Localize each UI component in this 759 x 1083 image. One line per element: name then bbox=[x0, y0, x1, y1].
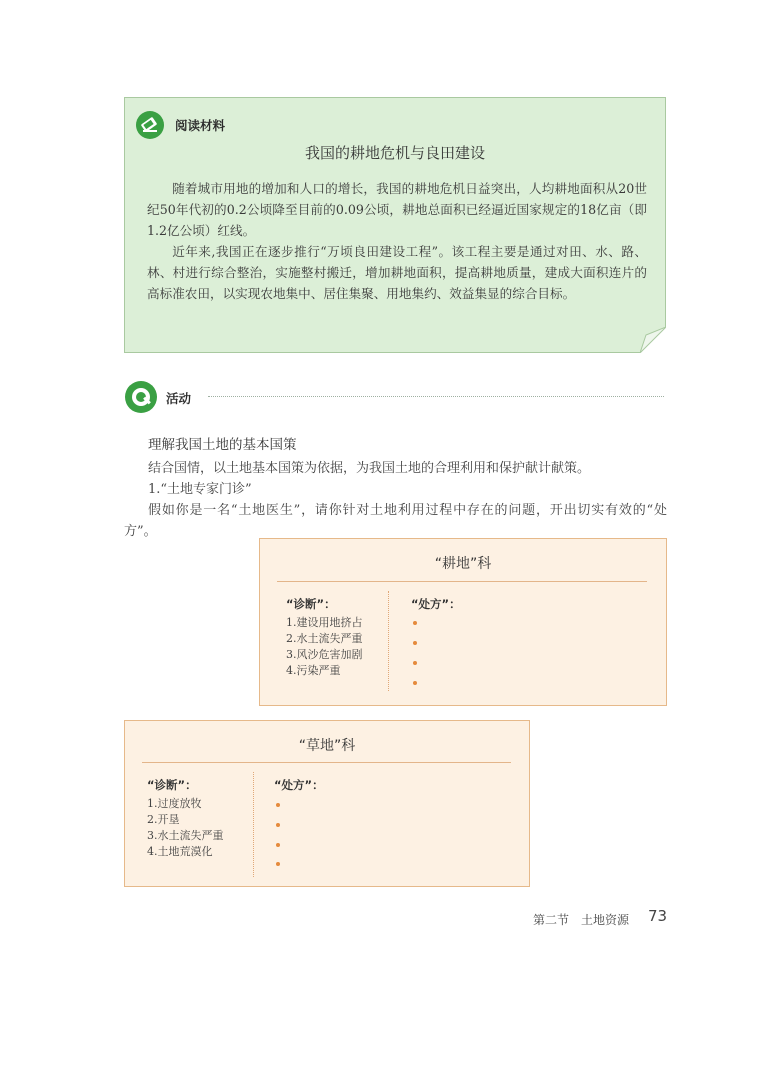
activity-item-1-title: 1.“土地专家门诊” bbox=[148, 482, 252, 497]
pencil-note-icon bbox=[135, 110, 165, 140]
reading-paragraph-2: 近年来,我国正在逐步推行“万顷良田建设工程”。该工程主要是通过对田、水、路、林、村进行综合整治，实施整村搬迁，增加耕地面积，提高耕地质量，建成大面积连片的高标准农田，以实现农地集中、居住集聚、用地集约、效益集显的综合目标。 bbox=[147, 244, 647, 301]
grassland-diagnosis-item: 2.开垦 bbox=[147, 813, 180, 826]
activity-label: 活动 bbox=[166, 391, 192, 406]
activity-divider bbox=[208, 396, 664, 397]
prescription-bullet bbox=[276, 843, 280, 847]
activity-icon bbox=[124, 380, 158, 414]
farmland-clinic-title: “耕地”科 bbox=[434, 556, 492, 572]
reading-paragraph-1: 随着城市用地的增加和人口的增长，我国的耕地危机日益突出，人均耕地面积从20世纪50年代初的0.2公顷降至目前的0.09公顷，耕地总面积已经逼近国家规定的18亿亩（即1.2亿公顷）红线。 bbox=[147, 181, 647, 238]
page-fold-corner bbox=[640, 327, 666, 353]
farmland-diagnosis-item: 1.建设用地挤占 bbox=[286, 616, 363, 629]
activity-item-1-text: 假如你是一名“土地医生”，请你针对土地利用过程中存在的问题，开出切实有效的“处方”。 bbox=[124, 503, 667, 539]
farmland-column-divider bbox=[388, 591, 389, 691]
farmland-diagnosis-item: 3.风沙危害加剧 bbox=[286, 648, 363, 661]
prescription-bullet bbox=[276, 862, 280, 866]
grassland-clinic-box bbox=[124, 720, 530, 887]
farmland-prescription-label: “处方”： bbox=[411, 597, 461, 611]
farmland-title-rule bbox=[277, 581, 647, 582]
prescription-bullet bbox=[413, 641, 417, 645]
prescription-bullet bbox=[413, 681, 417, 685]
grassland-clinic-title: “草地”科 bbox=[298, 738, 356, 754]
grassland-title-rule bbox=[142, 762, 511, 763]
farmland-diagnosis-item: 2.水土流失严重 bbox=[286, 632, 363, 645]
farmland-diagnosis-label: “诊断”： bbox=[286, 597, 336, 611]
farmland-clinic-box bbox=[259, 538, 667, 706]
reading-title: 我国的耕地危机与良田建设 bbox=[304, 144, 485, 162]
footer-section-title: 第二节 土地资源 bbox=[533, 913, 630, 927]
prescription-bullet bbox=[276, 823, 280, 827]
activity-subtitle: 理解我国土地的基本国策 bbox=[148, 437, 297, 453]
activity-intro: 结合国情，以土地基本国策为依据，为我国土地的合理利用和保护献计献策。 bbox=[148, 461, 591, 476]
grassland-diagnosis-item: 3.水土流失严重 bbox=[147, 829, 224, 842]
farmland-diagnosis-item: 4.污染严重 bbox=[286, 664, 341, 677]
grassland-prescription-label: “处方”： bbox=[274, 778, 324, 792]
prescription-bullet bbox=[276, 803, 280, 807]
page-number: 73 bbox=[648, 907, 668, 925]
grassland-diagnosis-item: 1.过度放牧 bbox=[147, 797, 202, 810]
reading-material-box bbox=[124, 97, 666, 353]
grassland-diagnosis-item: 4.土地荒漠化 bbox=[147, 845, 213, 858]
grassland-diagnosis-label: “诊断”： bbox=[147, 778, 197, 792]
grassland-column-divider bbox=[253, 772, 254, 877]
prescription-bullet bbox=[413, 661, 417, 665]
prescription-bullet bbox=[413, 621, 417, 625]
reading-material-label: 阅读材料 bbox=[175, 118, 226, 133]
